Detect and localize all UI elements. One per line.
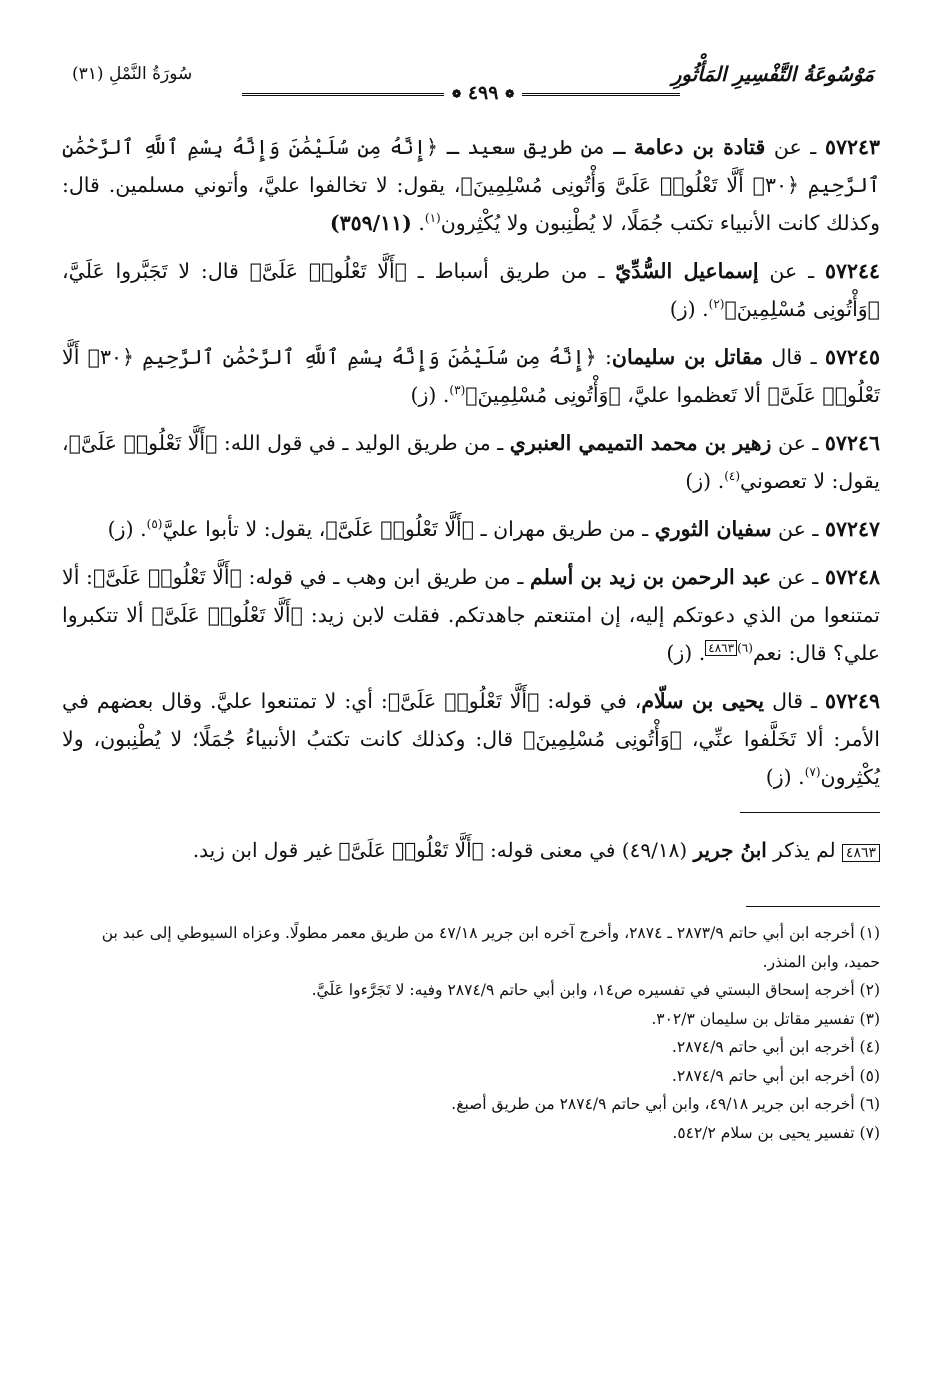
addition-tag: (ز) — [765, 765, 792, 789]
entry-57244 — [62, 252, 880, 328]
quran-verse: ﴿إِنَّهُ مِن سُلَيْمَٰنَ وَإِنَّهُ بِسْمِ ٱللَّهِ ٱلرَّحْمَٰنِ ٱلرَّحِيمِ ﴿٣٠﴾ أَلَّا تَعْلُوا۟ عَلَىَّ﴾ — [62, 345, 880, 407]
footnotes — [62, 919, 880, 1147]
entry-57248 — [62, 558, 880, 672]
addition-tag: (ز) — [685, 469, 712, 493]
addition-tag: (ز) — [410, 383, 437, 407]
entry-text: . — [133, 517, 147, 541]
narrator-name: قتادة بن دعامة — [633, 135, 766, 159]
quran-verse: ﴿أَلَّا تَعْلُوا۟ عَلَىَّ﴾ — [151, 603, 303, 627]
entry-text: ـ عن — [758, 259, 825, 283]
entry-text: . — [411, 211, 425, 235]
footnote-5: (٥) أخرجه ابن أبي حاتم ٢٨٧٤/٩. — [671, 1066, 880, 1085]
entry-text: . — [692, 641, 706, 665]
comment-separator — [740, 812, 880, 813]
entry-number: ٥٧٢٤٩ — [824, 689, 880, 713]
surah-name: سُورَةُ النَّمْلِ (٣١) — [72, 64, 193, 84]
entry-text: . — [436, 383, 450, 407]
volume-reference: (٣٥٩/١١) — [329, 211, 412, 235]
footnote-2: (٢) أخرجه إسحاق البستي في تفسيره ص١٤، وابن أبي حاتم ٢٨٧٤/٩ وفيه: لا تَجَرَّءوا عَلَيَّ. — [311, 981, 880, 999]
ornament-icon: ❁ — [452, 87, 462, 101]
entry-text: ، يقول: لا تخالفوا عليَّ، وأتوني مسلمين. قال: وكذلك كانت الأنبياء تكتب جُمَلًا، لا يُطْنِبون ولا يُكْثِرون — [62, 173, 880, 235]
entry-number: ٥٧٢٤٦ — [824, 431, 880, 455]
quran-verse: ﴿أَلَّا تَعْلُوا۟ عَلَىَّ﴾ — [92, 565, 242, 589]
footnote-6: (٦) أخرجه ابن جرير ٤٩/١٨، وابن أبي حاتم ٢٨٧٤/٩ من طريق أصبغ. — [451, 1095, 880, 1113]
entries — [62, 128, 880, 796]
footnote-marker: (٣) — [449, 383, 466, 398]
quran-verse: ﴿أَلَّا تَعْلُوا۟ عَلَىَّ﴾ — [68, 431, 218, 455]
comment-text: غير قول ابن زيد. — [192, 838, 339, 862]
entry-text: ، يقول: لا تأبوا عليَّ — [162, 517, 326, 541]
quran-verse: ﴿وَأْتُونِى مُسْلِمِينَ﴾ — [465, 383, 621, 407]
addition-tag: (ز) — [107, 517, 134, 541]
entry-number: ٥٧٢٤٧ — [824, 517, 880, 541]
entry-text: ـ من طريق أسباط ـ — [406, 259, 616, 283]
page-number-group — [444, 82, 522, 104]
entry-number: ٥٧٢٤٣ — [824, 135, 880, 159]
narrator-name: يحيى بن سلّام — [641, 689, 765, 713]
quran-verse: ﴿أَلَّا تَعْلُوا۟ عَلَىَّ﴾ — [325, 517, 475, 541]
footnote-marker: (٧) — [804, 765, 821, 780]
entry-text: قال: لا تَجَبَّروا عَلَيَّ، — [62, 259, 250, 283]
quran-verse: ﴿وَأْتُونِى مُسْلِمِينَ﴾ — [724, 297, 880, 321]
footnote-marker: (١) — [424, 211, 441, 226]
quran-verse: ﴿أَلَّا تَعْلُوا۟ عَلَىَّ﴾ — [387, 689, 540, 713]
entry-text: ـ من طريق ابن وهب ـ في قوله: — [241, 565, 530, 589]
entry-text: . — [711, 469, 725, 493]
quran-verse: ﴿أَلَّا تَعْلُوا۟ عَلَىَّ﴾ — [249, 259, 407, 283]
page-header — [62, 56, 880, 104]
entry-text: ألا تَعظموا عليَّ، — [620, 383, 768, 407]
comment-text: (٤٩/١٨) في معنى قوله: — [483, 838, 694, 862]
narrator-name: سفيان الثوري — [654, 517, 772, 541]
footnote-1: (١) أخرجه ابن أبي حاتم ٢٨٧٣/٩ ـ ٢٨٧٤، وأخرج آخره ابن جرير ٤٧/١٨ من طريق معمر مطولًا. وعزاه السيوطي إلى عبد بن حميد، وابن المنذر. — [101, 924, 880, 971]
entry-text: : ألا تمتنعوا من الذي دعوتكم إليه، إن امتنعتم جاهدتكم. فقلت لابن زيد: — [62, 565, 880, 627]
entry-text: ـ عن — [771, 517, 825, 541]
commentary-number: ٤٨٦٣ — [842, 844, 880, 862]
comment-text: لم يذكر — [766, 838, 842, 862]
footnote-marker: (٤) — [724, 469, 741, 484]
footnote-4: (٤) أخرجه ابن أبي حاتم ٢٨٧٤/٩. — [671, 1038, 880, 1056]
page — [62, 56, 880, 1147]
entry-number: ٥٧٢٤٨ — [824, 565, 880, 589]
entry-57245 — [62, 338, 880, 414]
entry-57247 — [62, 510, 880, 548]
series-title: مَوْسُوعَةُ التَّفْسِيرِ المَأْثُورِ — [671, 62, 874, 86]
entry-text: ـ عن — [765, 135, 825, 159]
entry-text: : أي: لا تمتنعوا عليَّ. وقال بعضهم في الأمر: ألا تَخَلَّفوا عنِّي، — [62, 689, 880, 751]
page-number: ٤٩٩ — [467, 82, 499, 104]
entry-text: ـ قال — [764, 689, 825, 713]
narrator-name: مقاتل بن سليمان — [611, 345, 764, 369]
commentary-marker: ٤٨٦٣ — [705, 640, 737, 656]
entry-text: ، يقول: لا تعصوني — [62, 431, 880, 493]
entry-text: ـ عن — [771, 565, 825, 589]
narrator-name: زهير بن محمد التميمي العنبري — [509, 431, 772, 455]
entry-text: ـ من طريق مهران ـ — [474, 517, 655, 541]
entry-text: : — [596, 345, 612, 369]
entry-57246 — [62, 424, 880, 500]
quran-verse: ﴿وَأْتُونِى مُسْلِمِينَ﴾ — [523, 727, 682, 751]
entry-text: . — [695, 297, 709, 321]
narrator-name: إسماعيل السُّدِّيّ — [615, 259, 759, 283]
footnotes-separator — [746, 906, 880, 907]
entry-text: . — [791, 765, 805, 789]
footnote-3: (٣) تفسير مقاتل بن سليمان ٣٠٢/٣. — [651, 1009, 880, 1028]
narrator-name: عبد الرحمن بن زيد بن أسلم — [529, 565, 772, 589]
commentary-note — [62, 833, 880, 870]
scholar-name: ابنُ جرير — [693, 838, 767, 862]
entry-57249 — [62, 682, 880, 796]
entry-number: ٥٧٢٤٤ — [824, 259, 880, 283]
ornament-icon: ❁ — [505, 87, 515, 101]
footnote-7: (٧) تفسير يحيى بن سلام ٥٤٢/٢. — [672, 1123, 880, 1142]
entry-text: ـ من طريق الوليد ـ في قول الله: — [217, 431, 510, 455]
entry-57243 — [62, 128, 880, 242]
entry-number: ٥٧٢٤٥ — [824, 345, 880, 369]
addition-tag: (ز) — [666, 641, 693, 665]
entry-text: ـ عن — [771, 431, 825, 455]
footnote-marker: (٢) — [708, 297, 725, 312]
entry-text: ـ قال — [763, 345, 825, 369]
quran-verse: ﴿أَلَّا تَعْلُوا۟ عَلَىَّ﴾ — [338, 838, 484, 862]
quran-verse: ﴿إِنَّهُ مِن سُلَيْمَٰنَ وَإِنَّهُ بِسْمِ ٱللَّهِ ٱلرَّحْمَٰنِ ٱلرَّحِيمِ ﴿٣٠﴾ أَلَّا تَعْلُوا۟ عَلَىَّ وَأْتُونِى مُسْلِمِينَ﴾ — [62, 135, 880, 197]
addition-tag: (ز) — [669, 297, 696, 321]
footnote-marker: (٥) — [146, 517, 163, 532]
entry-text: قال: وكذلك كانت تكتبُ الأنبياءُ جُمَلًا؛ لا يُطْنِبون، ولا يُكْثِرون — [62, 727, 880, 789]
entry-text: ، في قوله: — [539, 689, 642, 713]
footnote-marker: (٦) — [737, 641, 753, 656]
entry-text: ألا تتكبروا علي؟ قال: نعم — [62, 603, 880, 665]
entry-text: ـ من طريق سعيد ـ — [437, 135, 634, 159]
